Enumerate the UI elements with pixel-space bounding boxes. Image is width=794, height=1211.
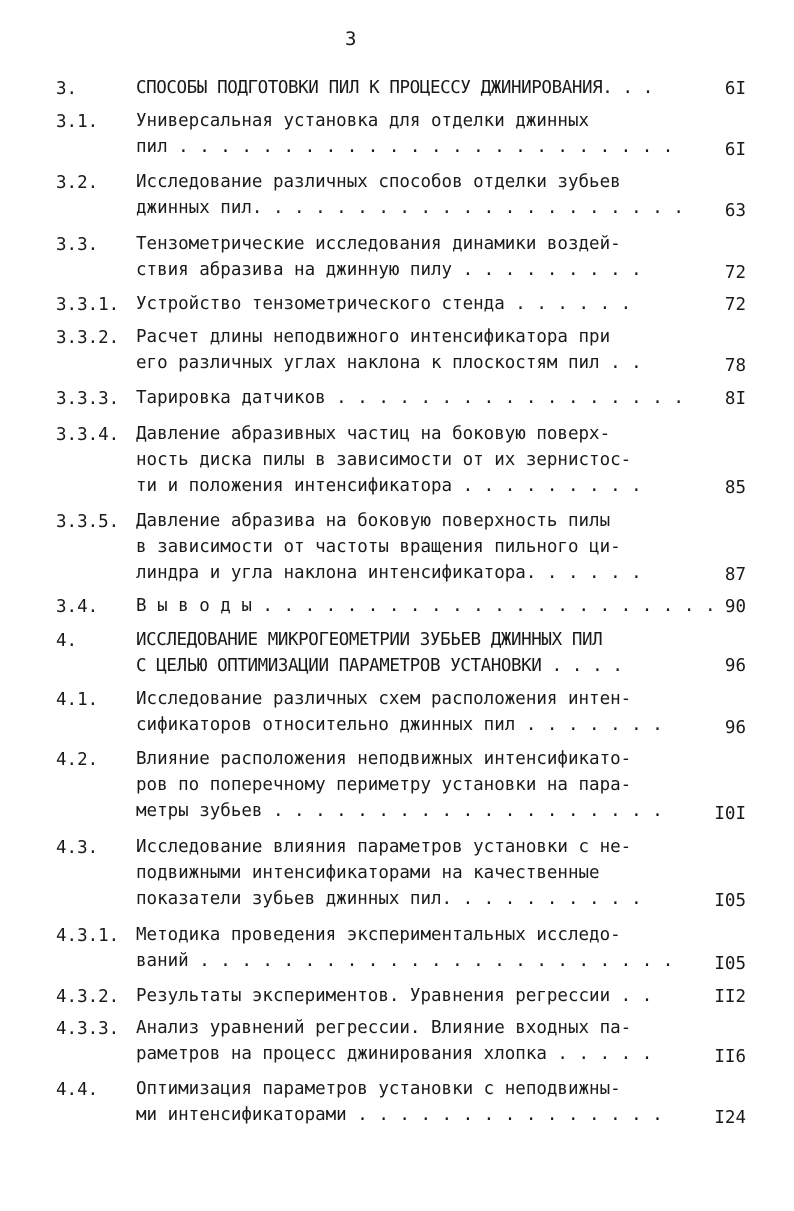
entry-number: 3.1. (56, 112, 99, 132)
entry-title-line: Универсальная установка для отделки джинных (136, 111, 590, 131)
entry-page: 87 (724, 565, 746, 585)
entry-title-line: Давление абразивных частиц на боковую поверх- (136, 424, 611, 444)
entry-page: 6I (724, 140, 746, 160)
entry-title-line: джинных пил. . . . . . . . . . . . . . . . . . . . . (136, 198, 684, 218)
entry-title-line: метры зубьев . . . . . . . . . . . . . . . . . . . (136, 801, 663, 821)
entry-number: 4.3. (56, 838, 99, 858)
entry-title-line: ность диска пилы в зависимости от их зернистос- (136, 450, 632, 470)
entry-title-line: подвижными интенсификаторами на качественные (136, 863, 600, 883)
entry-page: 6I (724, 79, 746, 99)
entry-page: II2 (714, 987, 746, 1007)
entry-number: 3.3.2. (56, 328, 120, 348)
entry-number: 3.4. (56, 597, 99, 617)
entry-number: 3.3.3. (56, 389, 120, 409)
entry-title-line: СПОСОБЫ ПОДГОТОВКИ ПИЛ К ПРОЦЕССУ ДЖИНИРОВАНИЯ. . . (136, 78, 653, 98)
entry-page: 96 (724, 656, 746, 676)
entry-number: 4.2. (56, 750, 99, 770)
entry-title-line: Расчет длины неподвижного интенсификатора при (136, 327, 611, 347)
entry-number: 4.4. (56, 1080, 99, 1100)
entry-number: 4.3.1. (56, 926, 120, 946)
entry-title-line: ти и положения интенсификатора . . . . . . . . . (136, 476, 642, 496)
entry-title-line: Исследование влияния параметров установки с не- (136, 837, 632, 857)
entry-number: 3. (56, 79, 78, 99)
entry-title-line: В ы в о д ы . . . . . . . . . . . . . . . . . . . . . . (136, 596, 716, 616)
entry-title-line: пил . . . . . . . . . . . . . . . . . . . . . . . . (136, 137, 674, 157)
entry-title-line: ми интенсификаторами . . . . . . . . . . . . . . . (136, 1105, 663, 1125)
entry-number: 3.3. (56, 235, 99, 255)
page-number: 3 (345, 28, 357, 50)
entry-title-line: Исследование различных схем расположения интен- (136, 689, 632, 709)
entry-title-line: ваний . . . . . . . . . . . . . . . . . . . . . . . (136, 951, 674, 971)
entry-title-line: его различных углах наклона к плоскостям пил . . (136, 353, 642, 373)
entry-title-line: Методика проведения экспериментальных исследо- (136, 925, 621, 945)
entry-page: I0I (714, 804, 746, 824)
entry-title-line: линдра и угла наклона интенсификатора. . . . . . (136, 563, 642, 583)
entry-page: 90 (724, 597, 746, 617)
entry-title-line: Тензометрические исследования динамики воздей- (136, 234, 621, 254)
entry-title-line: Влияние расположения неподвижных интенсификато- (136, 749, 632, 769)
entry-title-line: Тарировка датчиков . . . . . . . . . . . . . . . . . (136, 388, 684, 408)
entry-number: 4.3.2. (56, 987, 120, 1007)
entry-number: 3.3.4. (56, 425, 120, 445)
entry-title-line: Исследование различных способов отделки зубьев (136, 172, 621, 192)
entry-title-line: Оптимизация параметров установки с неподвижны- (136, 1079, 621, 1099)
entry-title-line: Анализ уравнений регрессии. Влияние входных па- (136, 1018, 632, 1038)
entry-number: 3.3.5. (56, 512, 120, 532)
entry-page: 72 (724, 295, 746, 315)
entry-page: 72 (724, 263, 746, 283)
entry-page: I05 (714, 891, 746, 911)
entry-title-line: ствия абразива на джинную пилу . . . . . . . . . (136, 260, 642, 280)
entry-number: 3.3.1. (56, 295, 120, 315)
entry-number: 4. (56, 631, 78, 651)
entry-page: 63 (724, 201, 746, 221)
entry-page: 85 (724, 478, 746, 498)
entry-page: 8I (724, 389, 746, 409)
entry-title-line: раметров на процесс джинирования хлопка . . . . . (136, 1044, 653, 1064)
entry-title-line: ИССЛЕДОВАНИЕ МИКРОГЕОМЕТРИИ ЗУБЬЕВ ДЖИННЫХ ПИЛ (136, 630, 603, 650)
entry-page: 78 (724, 356, 746, 376)
entry-title-line: С ЦЕЛЬЮ ОПТИМИЗАЦИИ ПАРАМЕТРОВ УСТАНОВКИ . . . . (136, 656, 623, 676)
entry-number: 4.1. (56, 690, 99, 710)
entry-number: 4.3.3. (56, 1019, 120, 1039)
entry-page: I24 (714, 1108, 746, 1128)
entry-page: 96 (724, 718, 746, 738)
entry-title-line: показатели зубьев джинных пил. . . . . . . . . . (136, 889, 642, 909)
entry-title-line: в зависимости от частоты вращения пильного ци- (136, 537, 621, 557)
entry-title-line: ров по поперечному периметру установки на пара- (136, 775, 632, 795)
entry-title-line: Результаты экспериментов. Уравнения регрессии . . (136, 986, 653, 1006)
entry-page: II6 (714, 1047, 746, 1067)
entry-title-line: Давление абразива на боковую поверхность пилы (136, 511, 611, 531)
entry-number: 3.2. (56, 173, 99, 193)
entry-title-line: сификаторов относительно джинных пил . . . . . . . (136, 715, 663, 735)
entry-title-line: Устройство тензометрического стенда . . . . . . (136, 294, 632, 314)
entry-page: I05 (714, 954, 746, 974)
